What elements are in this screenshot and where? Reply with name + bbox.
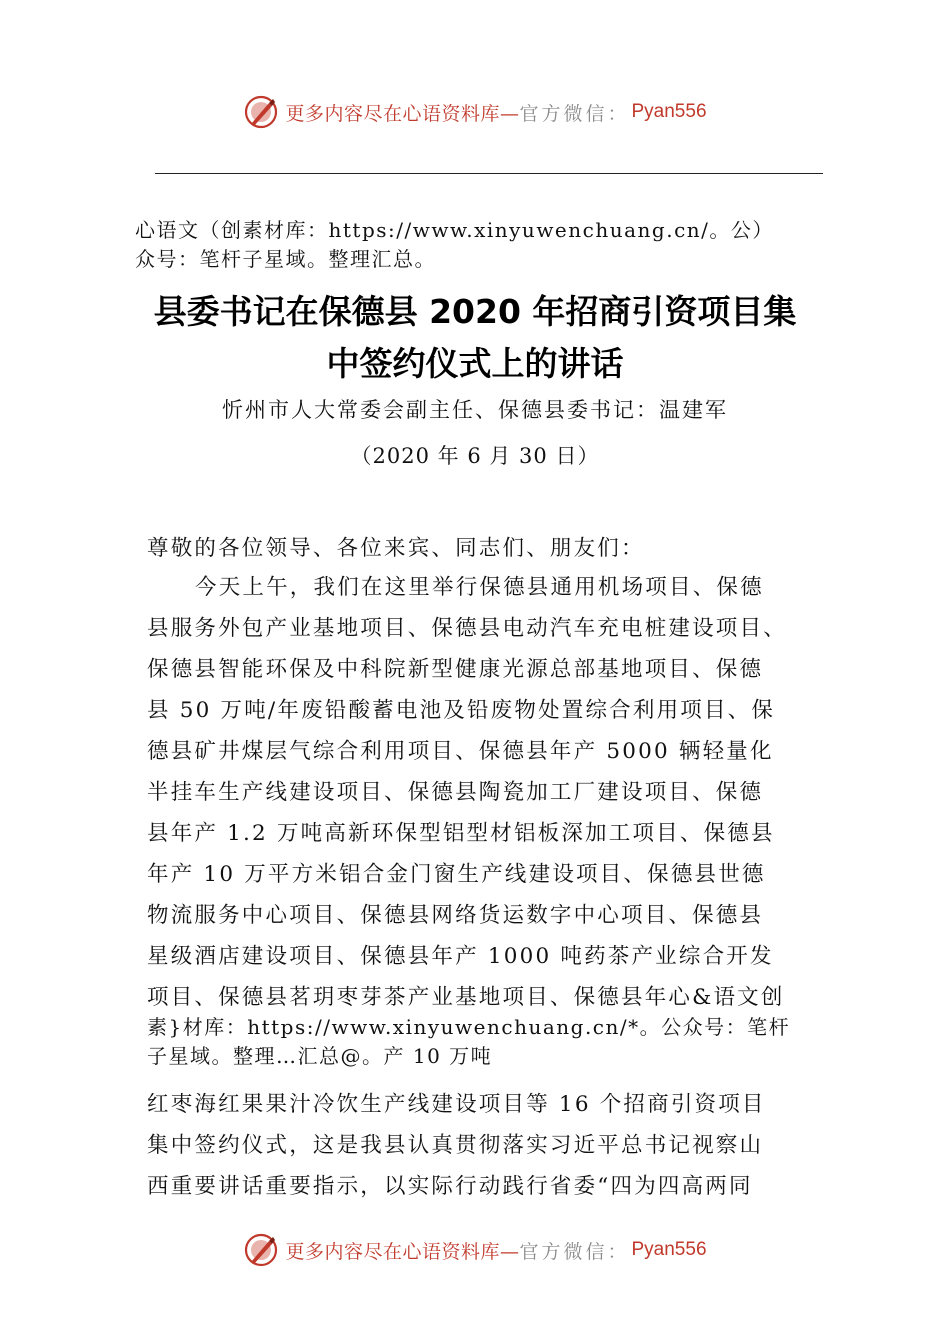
inline-source-note (147, 1013, 847, 1071)
paragraph-line: 德县矿井煤层气综合利用项目、保德县年产 5000 辆轻量化 (147, 739, 774, 764)
body-paragraph-continued (147, 1084, 807, 1207)
paragraph-line: 红枣海红果果汁冷饮生产线建设项目等 16 个招商引资项目 (147, 1092, 766, 1117)
source-note-line: 众号：笔杆子星域。整理汇总。 (135, 247, 436, 271)
footer-banner (0, 1230, 950, 1270)
paragraph-line: 西重要讲话重要指示，以实际行动践行省委“四为四高两同 (147, 1174, 753, 1199)
banner-wechat-id: Pyan556 (631, 101, 707, 122)
inline-note-line: 素}材库：https://www.xinyuwenchuang.cn/*。公众号：笔杆 (147, 1015, 791, 1039)
banner-wechat-label: 官方微信： (519, 102, 630, 125)
paragraph-line: 保德县智能环保及中科院新型健康光源总部基地项目、保德 (147, 657, 764, 682)
paragraph-line: 今天上午，我们在这里举行保德县通用机场项目、保德 (195, 575, 764, 600)
header-divider (155, 173, 823, 174)
paragraph-line: 县 50 万吨/年废铅酸蓄电池及铅废物处置综合利用项目、保 (147, 698, 776, 723)
body-paragraph (147, 567, 807, 1018)
paragraph-line: 半挂车生产线建设项目、保德县陶瓷加工厂建设项目、保德 (147, 780, 764, 805)
greeting (147, 528, 807, 569)
paragraph-line: 县年产 1.2 万吨高新环保型铝型材铝板深加工项目、保德县 (147, 821, 775, 846)
speaker-line: 忻州市人大常委会副主任、保德县委书记：温建军 (222, 398, 728, 422)
title-line: 中签约仪式上的讲话 (326, 344, 624, 383)
paragraph-line: 年产 10 万平方米铝合金门窗生产线建设项目、保德县世德 (147, 862, 766, 887)
greeting-text: 尊敬的各位领导、各位来宾、同志们、朋友们： (147, 536, 645, 561)
pen-circle-logo-icon (243, 94, 279, 130)
paragraph-line: 星级酒店建设项目、保德县年产 1000 吨药茶产业综合开发 (147, 944, 774, 969)
source-note-line: 心语文（创素材库：https://www.xinyuwenchuang.cn/。公） (135, 218, 774, 242)
paragraph-line: 项目、保德县茗玥枣芽茶产业基地项目、保德县年心&语文创 (147, 985, 785, 1010)
document-title (100, 286, 850, 390)
banner-text: 更多内容尽在心语资料库— (285, 102, 520, 125)
speech-date: （2020 年 6 月 30 日） (350, 444, 600, 468)
banner-wechat-id: Pyan556 (631, 1239, 707, 1260)
pen-circle-logo-icon (243, 1232, 279, 1268)
paragraph-line: 县服务外包产业基地项目、保德县电动汽车充电桩建设项目、 (147, 616, 787, 641)
paragraph-line: 物流服务中心项目、保德县网络货运数字中心项目、保德县 (147, 903, 764, 928)
banner-wechat-label: 官方微信： (519, 1240, 630, 1263)
title-line: 县委书记在保德县 2020 年招商引资项目集 (153, 292, 797, 331)
banner-text: 更多内容尽在心语资料库— (285, 1240, 520, 1263)
paragraph-line: 集中签约仪式，这是我县认真贯彻落实习近平总书记视察山 (147, 1133, 764, 1158)
inline-note-line: 子星域。整理…汇总@。产 10 万吨 (147, 1044, 493, 1068)
header-banner (0, 92, 950, 132)
source-note (135, 216, 835, 274)
